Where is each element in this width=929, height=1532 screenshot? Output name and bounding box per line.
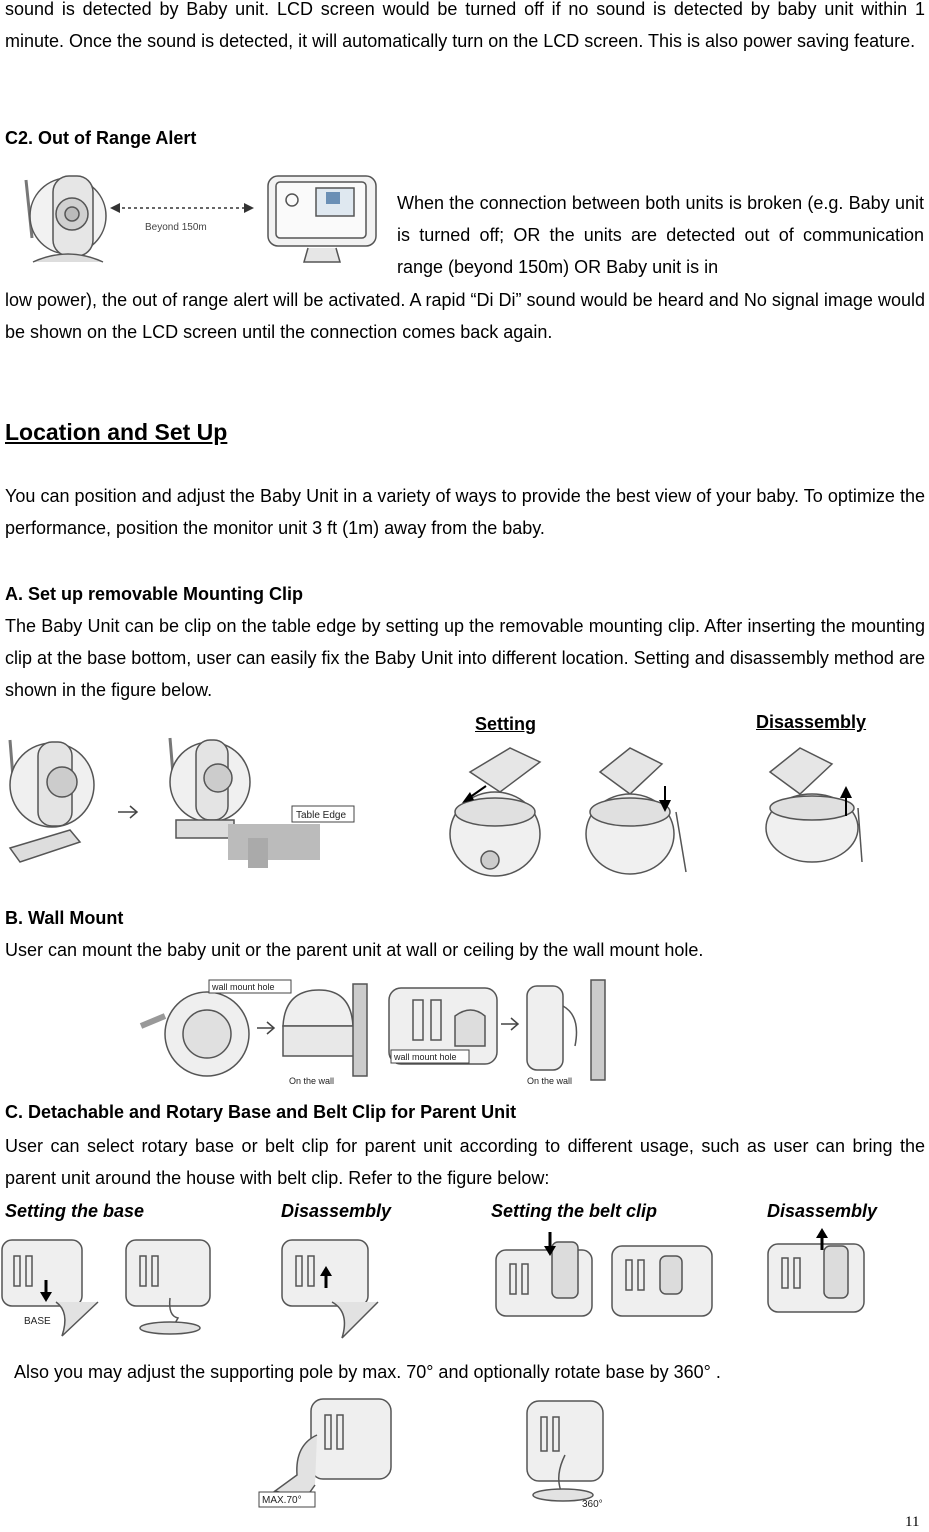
section-c-paragraph: User can select rotary base or belt clip for parent unit according to different usage, such as user can bring the parent unit around the house with belt clip. Refer to the figure below: <box>5 1136 925 1188</box>
intro-paragraph: sound is detected by Baby unit. LCD screen would be turned off if no sound is detected by baby unit within 1 minute. Once the sound is detected, it will automatically turn on the LCD screen. This is also power saving feature. <box>5 0 925 51</box>
setting-label: Setting <box>475 714 536 734</box>
c2-side-text: When the connection between both units is broken (e.g. Baby unit is turned off; OR the units are detected out of communication range (beyond 150m) OR Baby unit is in <box>397 193 924 277</box>
location-heading: Location and Set Up <box>5 419 228 445</box>
clip-setting-disassembly-figure <box>440 742 880 882</box>
base-disassembly-label: Disassembly <box>281 1201 392 1221</box>
section-b-heading: B. Wall Mount <box>5 908 124 928</box>
mounting-clip-figure <box>0 730 360 870</box>
on-the-wall-label-1: On the wall <box>289 1076 335 1086</box>
rotate-angle-label: 360° <box>582 1499 603 1510</box>
section-a-heading: A. Set up removable Mounting Clip <box>5 584 304 604</box>
table-edge-block <box>228 824 320 860</box>
c2-full-text: low power), the out of range alert will be activated. A rapid “Di Di” sound would be heard and No signal image would be shown on the LCD screen until the connection comes back again. <box>5 290 925 342</box>
parent-unit-base-clip-figure <box>0 1232 880 1344</box>
c2-heading: C2. Out of Range Alert <box>5 128 197 148</box>
location-paragraph: You can position and adjust the Baby Unit in a variety of ways to provide the best view of your baby. To optimize the performance, position the monitor unit 3 ft (1m) away from the baby. <box>5 486 925 538</box>
setting-base-label: Setting the base <box>5 1201 145 1221</box>
setting-belt-clip-label: Setting the belt clip <box>491 1201 658 1221</box>
table-edge-label: Table Edge <box>296 810 347 821</box>
page-number: 11 <box>905 1514 920 1530</box>
baby-unit-illustration <box>26 176 106 262</box>
belt-clip-disassembly-label: Disassembly <box>767 1201 878 1221</box>
disassembly-label: Disassembly <box>756 712 867 732</box>
wall-mount-figure <box>135 976 610 1088</box>
out-of-range-figure <box>8 168 383 270</box>
wall-mount-hole-label-1: wall mount hole <box>212 982 275 992</box>
base-label: BASE <box>24 1316 51 1327</box>
wall-mount-hole-label-2: wall mount hole <box>394 1052 457 1062</box>
section-c-heading: C. Detachable and Rotary Base and Belt Clip for Parent Unit <box>5 1102 517 1122</box>
section-a-paragraph: The Baby Unit can be clip on the table edge by setting up the removable mounting clip. After inserting the mounting clip at the base bottom, user can easily fix the Baby Unit into different location. Setting and disassembly method are shown in the figure below. <box>5 616 925 700</box>
adjust-pole-text: Also you may adjust the supporting pole by max. 70° and optionally rotate base by 360° . <box>14 1362 721 1382</box>
section-b-paragraph: User can mount the baby unit or the parent unit at wall or ceiling by the wall mount hole. <box>5 940 704 960</box>
on-the-wall-label-2: On the wall <box>527 1076 573 1086</box>
monitor-illustration <box>268 176 376 262</box>
max-angle-label: MAX.70° <box>262 1495 302 1506</box>
beyond-label: Beyond 150m <box>145 222 207 233</box>
pole-rotation-figure <box>255 1395 615 1511</box>
